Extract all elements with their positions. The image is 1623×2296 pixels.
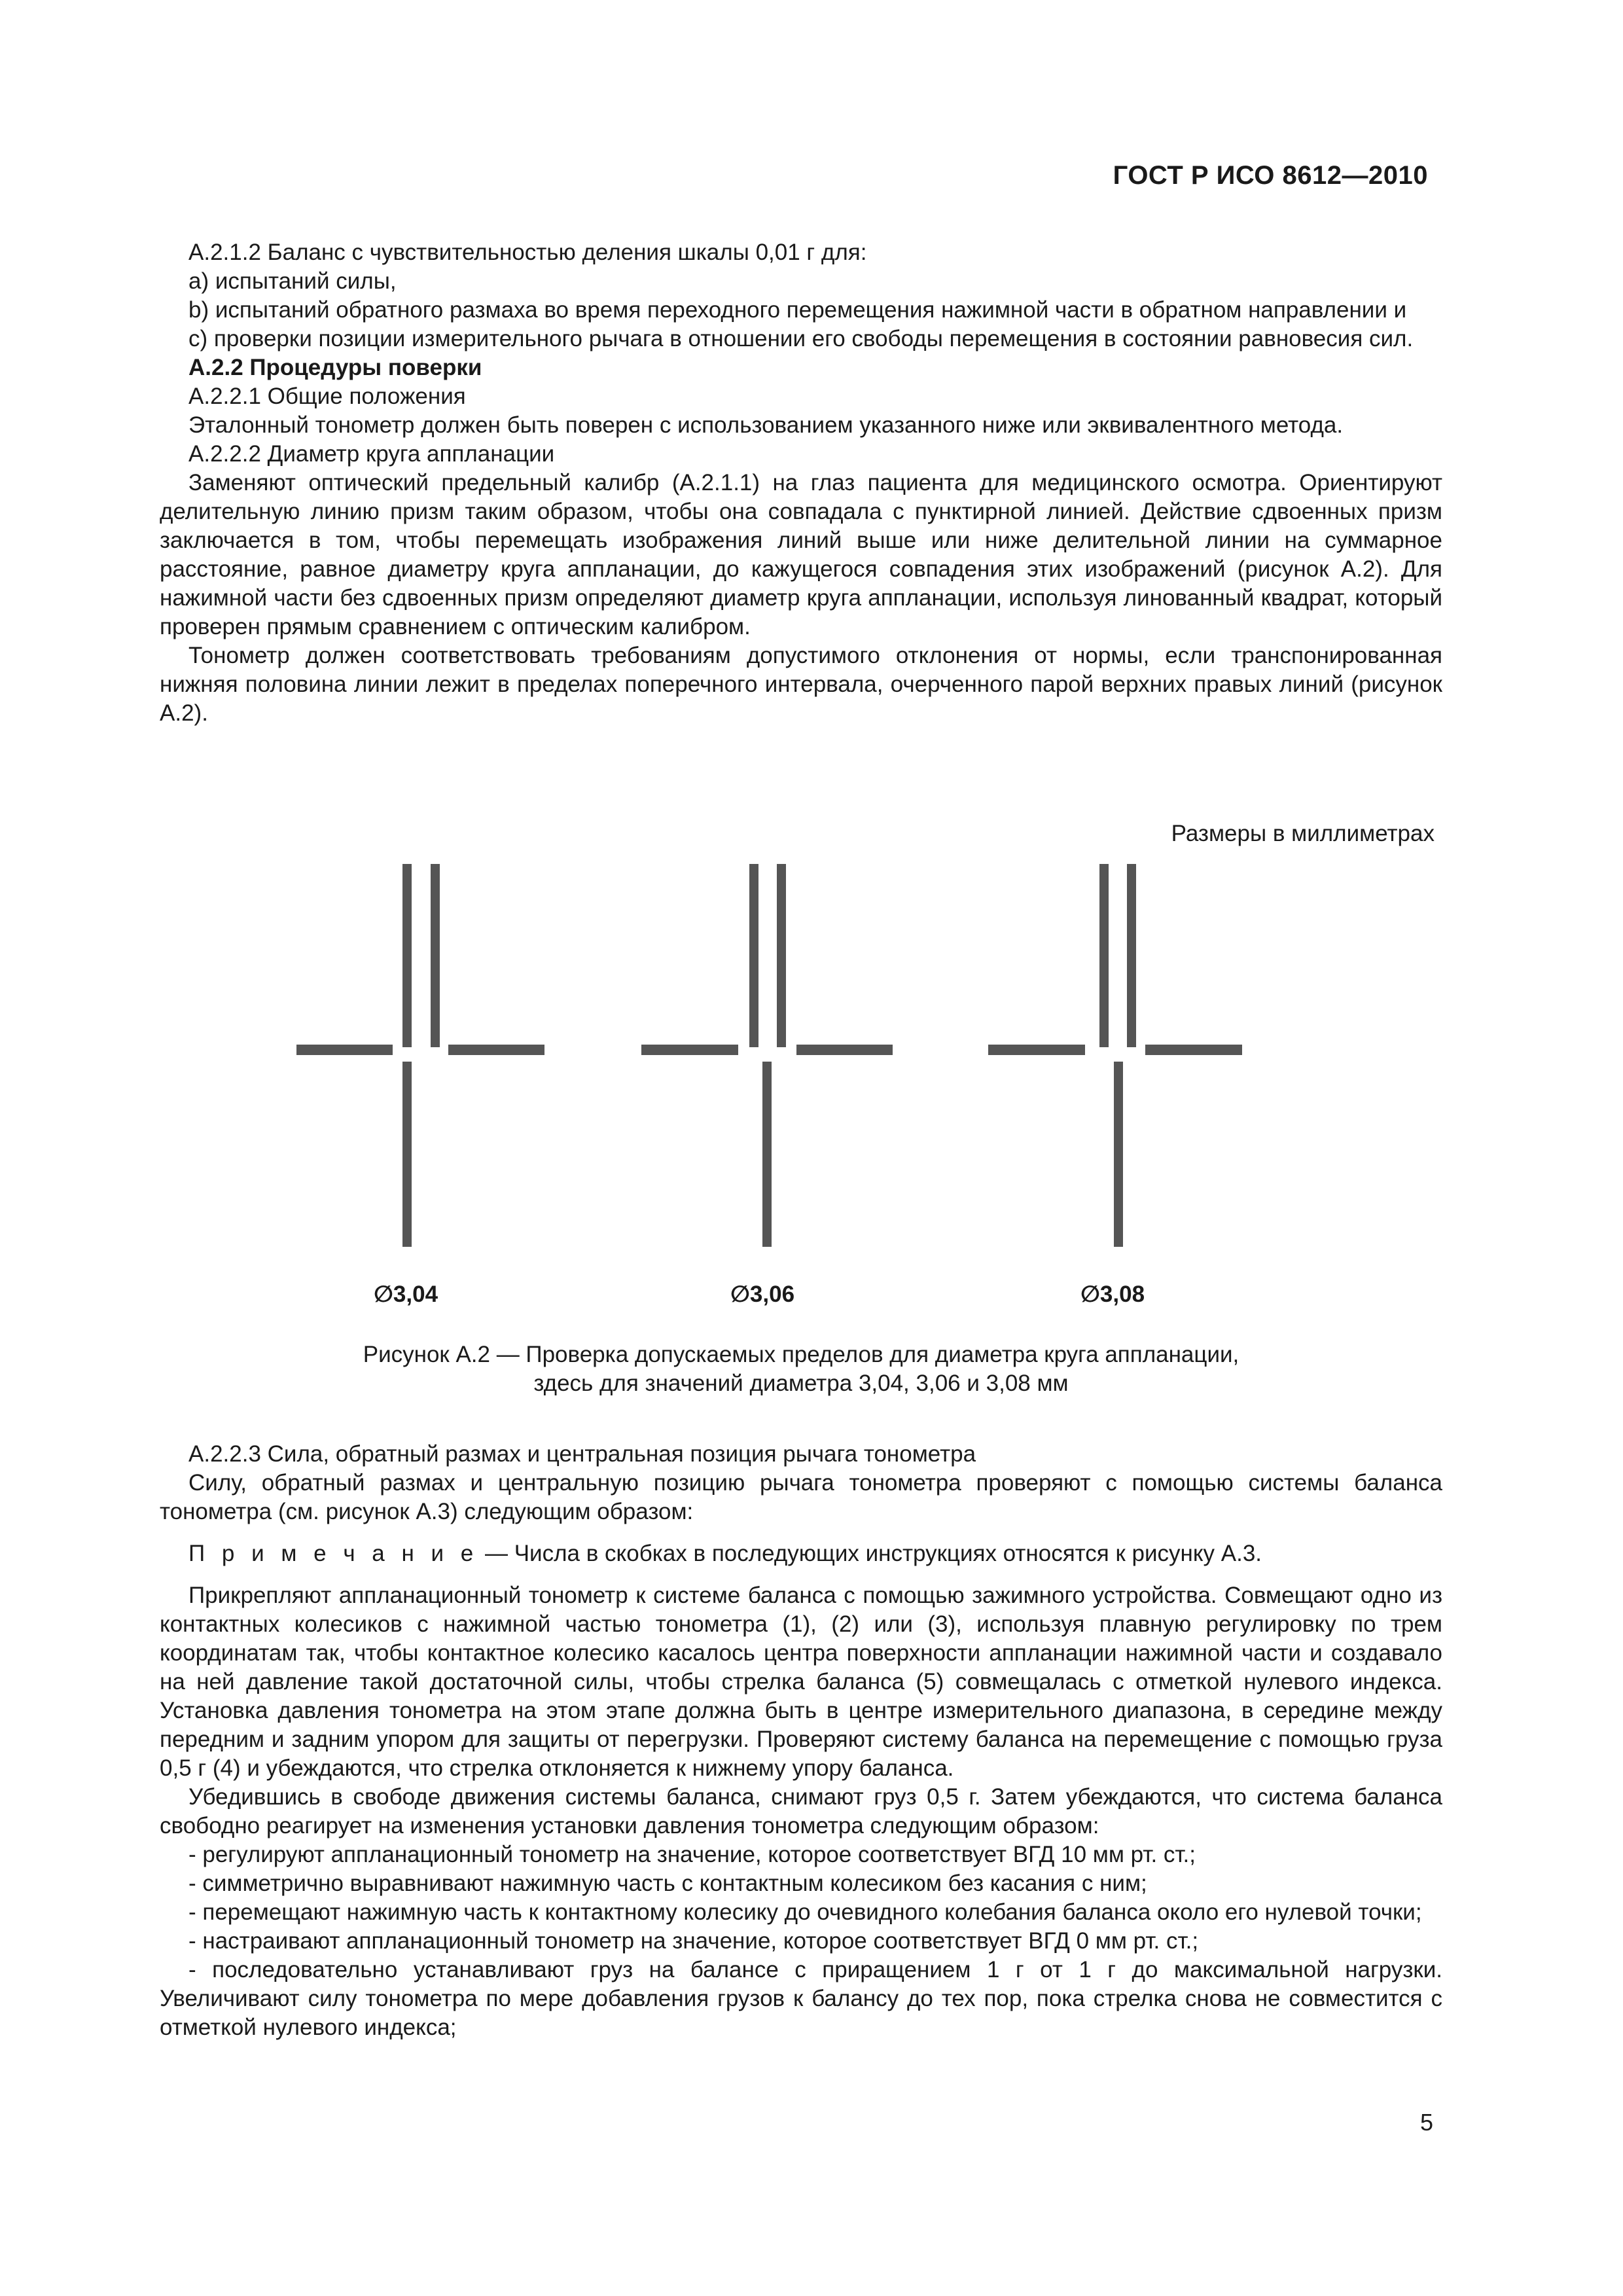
upper-right-line	[1127, 864, 1136, 1047]
list-item: - последовательно устанавливают груз на балансе с приращением 1 г от 1 г до максимальной нагрузки. Увеличивают силу тонометра по мере добавления грузов к балансу до тех пор, пока стрелка снова не совместится с отметкой нулевого индекса;	[160, 1957, 1442, 2040]
note	[160, 1539, 1442, 1568]
left-horizontal-line	[296, 1045, 393, 1055]
note-text: — Числа в скобках в последующих инструкциях относятся к рисунку А.3.	[478, 1541, 1262, 1566]
section-verification-intro	[160, 238, 1442, 728]
upper-left-line	[749, 864, 758, 1047]
lower-line	[762, 1062, 772, 1247]
section-heading: А.2.2 Процедуры поверки	[188, 355, 482, 380]
figure-caption	[160, 1340, 1442, 1398]
subsection-heading: А.2.2.2 Диаметр круга аппланации	[188, 441, 555, 467]
paragraph: Убедившись в свободе движения системы баланса, снимают груз 0,5 г. Затем убеждаются, что система баланса свободно реагирует на изменения установки давления тонометра следующим образом:	[160, 1784, 1442, 1839]
paragraph: Тонометр должен соответствовать требованиям допустимого отклонения от нормы, если транспонированная нижняя половина линии лежит в пределах поперечного интервала, очерченного парой верхних правых линий (рисунок А.2).	[160, 643, 1442, 726]
left-horizontal-line	[641, 1045, 738, 1055]
paragraph: Силу, обратный размах и центральную позицию рычага тонометра проверяют с помощью системы баланса тонометра (см. рисунок А.3) следующим образом:	[160, 1470, 1442, 1524]
list-item: - симметрично выравнивают нажимную часть с контактным колесиком без касания с ним;	[188, 1871, 1147, 1896]
crosshair-3-08	[988, 864, 1242, 1247]
upper-right-line	[777, 864, 786, 1047]
figure-dimensions-note: Размеры в миллиметрах	[1171, 821, 1435, 846]
right-horizontal-line	[1145, 1045, 1242, 1055]
list-item: c) проверки позиции измерительного рычага в отношении его свободы перемещения в состоянии равновесия сил.	[188, 326, 1414, 351]
caption-line: здесь для значений диаметра 3,04, 3,06 и 3,08 мм	[533, 1371, 1069, 1396]
upper-right-line	[431, 864, 440, 1047]
crosshair-3-04	[296, 864, 544, 1247]
note-label: П р и м е ч а н и е	[188, 1541, 479, 1566]
right-horizontal-line	[796, 1045, 893, 1055]
list-item: - регулируют аппланационный тонометр на значение, которое соответствует ВГД 10 мм рт. ст.;	[188, 1842, 1196, 1867]
list-item: - настраивают аппланационный тонометр на значение, которое соответствует ВГД 0 мм рт. ст.;	[188, 1928, 1199, 1954]
figure-a2-diagram	[288, 864, 1270, 1316]
document-standard-id: ГОСТ Р ИСО 8612—2010	[1113, 161, 1428, 190]
left-horizontal-line	[988, 1045, 1085, 1055]
diameter-label-3-06: ∅3,06	[730, 1282, 795, 1307]
paragraph: Эталонный тонометр должен быть поверен с использованием указанного ниже или эквивалентного метода.	[188, 412, 1344, 438]
upper-left-line	[1099, 864, 1109, 1047]
right-horizontal-line	[448, 1045, 544, 1055]
list-item: b) испытаний обратного размаха во время переходного перемещения нажимной части в обратном направлении и	[188, 297, 1407, 323]
paragraph: Заменяют оптический предельный калибр (А.2.1.1) на глаз пациента для медицинского осмотра. Ориентируют делительную линию призм таким образом, чтобы она совпадала с пунктирной линией. Действие сдвоенных призм заключается в том, чтобы перемещать изображения линий выше или ниже делительной линии на суммарное расстояние, равное диаметру круга аппланации, до кажущегося совпадения этих изображений (рисунок А.2). Для нажимной части без сдвоенных призм определяют диаметр круга аппланации, используя линованный квадрат, который проверен прямым сравнением с оптическим калибром.	[160, 470, 1442, 639]
caption-line: Рисунок А.2 — Проверка допускаемых пределов для диаметра круга аппланации,	[363, 1342, 1240, 1367]
paragraph: Прикрепляют аппланационный тонометр к системе баланса с помощью зажимного устройства. Совмещают одно из контактных колесиков с нажимной частью тонометра (1), (2) или (3), используя плавную регулировку по трем координатам так, чтобы контактное колесико касалось центра поверхности аппланации нажимной части и создавало на ней давление такой достаточной силы, чтобы стрелка баланса (5) совмещалась с отметкой нулевого индекса. Установка давления тонометра на этом этапе должна быть в центре измерительного диапазона, в середине между передним и задним упором для защиты от перегрузки. Проверяют систему баланса на перемещение с помощью груза 0,5 г (4) и убеждаются, что стрелка отклоняется к нижнему упору баланса.	[160, 1583, 1442, 1781]
list-item: - перемещают нажимную часть к контактному колесику до очевидного колебания баланса около его нулевой точки;	[188, 1899, 1422, 1925]
paragraph: А.2.1.2 Баланс с чувствительностью деления шкалы 0,01 г для:	[188, 240, 867, 265]
subsection-heading: А.2.2.3 Сила, обратный размах и центральная позиция рычага тонометра	[188, 1441, 976, 1467]
diameter-label-3-04: ∅3,04	[373, 1282, 438, 1307]
lower-line	[1114, 1062, 1123, 1247]
lower-line	[402, 1062, 412, 1247]
upper-left-line	[402, 864, 412, 1047]
diameter-label-3-08: ∅3,08	[1080, 1282, 1145, 1307]
page-number: 5	[1419, 2109, 1433, 2136]
crosshair-3-06	[641, 864, 893, 1247]
subsection-heading: А.2.2.1 Общие положения	[188, 384, 466, 409]
section-force-check	[160, 1440, 1442, 2042]
list-item: a) испытаний силы,	[188, 268, 397, 294]
crosshair-diagram	[288, 864, 1270, 1316]
